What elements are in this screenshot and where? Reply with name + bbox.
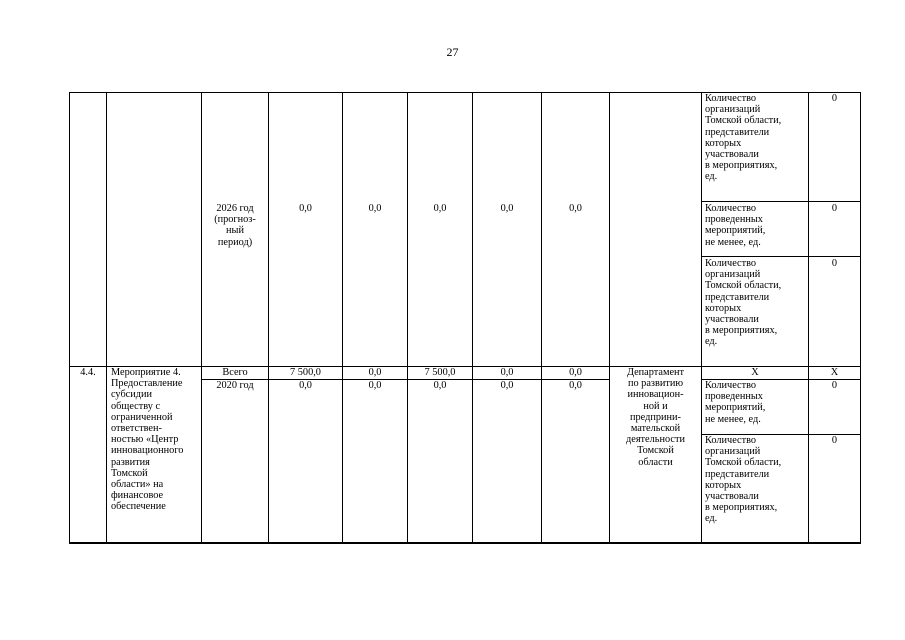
year-2026-total: 0,0 <box>299 203 312 214</box>
year-2020-regional: 0,0 <box>433 380 447 391</box>
col-rule-year <box>268 92 269 543</box>
year-2020-other: 0,0 <box>569 380 582 391</box>
total-local: 0,0 <box>500 367 514 378</box>
rule-2026 <box>701 201 861 202</box>
indicator-events-2020-value: 0 <box>831 380 838 391</box>
executor: Департамент по развитию инновацион- ной и предприни- мательской деятельности Томской области <box>626 367 685 468</box>
year-2026-local: 0,0 <box>500 203 514 214</box>
indicator-orgs-top-value: 0 <box>831 93 838 104</box>
col-rule-right <box>860 92 861 543</box>
indicator-orgs-2020: Количество организаций Томской области, представители которых участвовали в мероприятиях, ед. <box>705 435 782 525</box>
indicator-events-2026-value: 0 <box>831 203 838 214</box>
col-rule-left <box>69 92 70 543</box>
year-2020-total: 0,0 <box>299 380 312 391</box>
year-2026-regional: 0,0 <box>433 203 447 214</box>
page-number: 27 <box>446 45 459 59</box>
col-rule-regional <box>472 92 473 543</box>
total-regional: 7 500,0 <box>424 367 456 378</box>
total-indicator: Х <box>751 367 759 378</box>
total-label: Всего <box>222 367 248 378</box>
rule-2026-indicators <box>701 256 861 257</box>
col-rule-num <box>106 92 107 543</box>
measure-number: 4.4. <box>80 367 96 378</box>
year-2026-label: 2026 год (прогноз- ный период) <box>214 203 256 248</box>
col-rule-name <box>201 92 202 543</box>
measure-name: Мероприятие 4. Предоставление субсидии обществу с ограниченной ответствен- ностью «Центр инновационного развития Томской области» на финансовое обеспечение <box>111 367 184 513</box>
year-2026-other: 0,0 <box>569 203 582 214</box>
col-rule-other <box>609 92 610 543</box>
year-2020-local: 0,0 <box>500 380 514 391</box>
indicator-events-2026: Количество проведенных мероприятий, не менее, ед. <box>705 203 766 248</box>
col-rule-executor <box>701 92 702 543</box>
indicator-orgs-2026-value: 0 <box>831 258 838 269</box>
total-federal: 0,0 <box>368 367 382 378</box>
total-indicator-value: Х <box>830 367 839 378</box>
indicator-orgs-top: Количество организаций Томской области, представители которых участвовали в мероприятиях, ед. <box>705 93 782 183</box>
year-2020-federal: 0,0 <box>368 380 382 391</box>
indicator-orgs-2026: Количество организаций Томской области, представители которых участвовали в мероприятиях, ед. <box>705 258 782 348</box>
total-other: 0,0 <box>569 367 582 378</box>
rule-bottom <box>69 542 861 544</box>
indicator-orgs-2020-value: 0 <box>831 435 838 446</box>
col-rule-local <box>541 92 542 543</box>
col-rule-total <box>342 92 343 543</box>
year-2026-federal: 0,0 <box>368 203 382 214</box>
year-2020-label: 2020 год <box>216 380 254 391</box>
total-sum: 7 500,0 <box>290 367 321 378</box>
col-rule-federal <box>407 92 408 543</box>
col-rule-indicator <box>808 92 809 543</box>
indicator-events-2020: Количество проведенных мероприятий, не менее, ед. <box>705 380 766 425</box>
